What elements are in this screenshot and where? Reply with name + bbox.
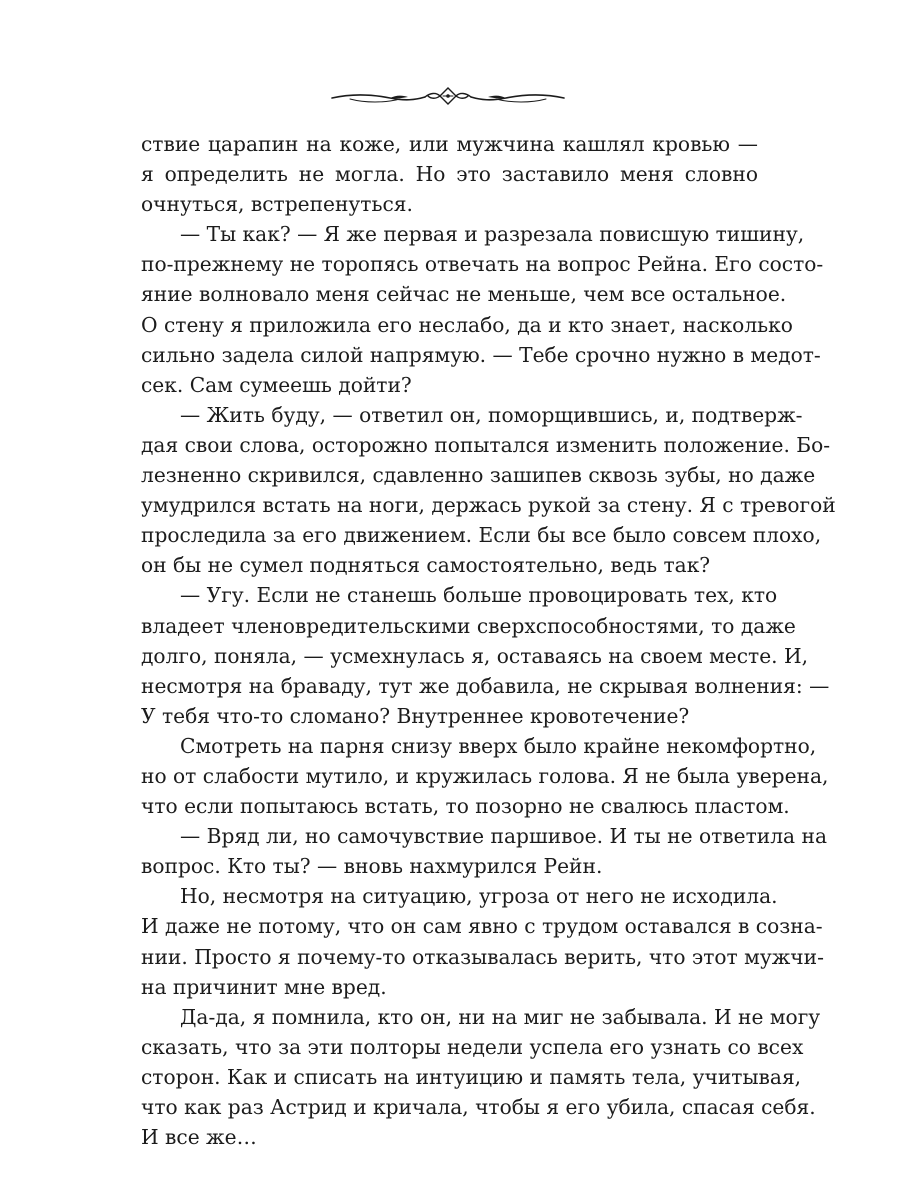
text-line: он бы не сумел подняться самостоятельно, ведь так? [141,553,711,578]
text-line: по-прежнему не торопясь отвечать на вопрос Рейна. Его состо- [141,252,824,277]
text-line: долго, поняла, — усмехнулась я, оставаясь на своем месте. И, [141,643,809,668]
text-line: — Ты как? — Я же первая и разрезала повисшую тишину, [180,222,805,247]
text-line: ствие царапин на коже, или мужчина кашлял кровью — [141,132,758,156]
text-line: владеет членовредительскими сверхспособностями, то даже [141,613,796,638]
text-line: — Угу. Если не станешь больше провоцировать тех, кто [180,583,778,608]
text-line: на причинит мне вред. [141,974,387,999]
text-line: Смотреть на парня снизу вверх было крайне некомфортно, [180,733,817,758]
text-line: сильно задела силой напрямую. — Тебе срочно нужно в медот- [141,342,821,367]
text-line: — Вряд ли, но самочувствие паршивое. И ты не ответила на [180,824,827,849]
text-line: умудрился встать на ноги, держась рукой за стену. Я с тревогой [141,493,836,518]
text-line: И даже не потому, что он сам явно с трудом оставался в созна- [141,914,823,939]
text-line: но от слабости мутило, и кружилась голова. Я не была уверена, [141,763,829,788]
text-line: сек. Сам сумеешь дойти? [141,372,412,397]
text-line: вопрос. Кто ты? — вновь нахмурился Рейн. [141,854,603,879]
text-line: что если попытаюсь встать, то позорно не свалюсь пластом. [141,794,790,819]
text-line: Но, несмотря на ситуацию, угроза от него не исходила. [180,884,778,909]
flourish-divider-icon [330,84,566,108]
text-line: О стену я приложила его неслабо, да и кто знает, насколько [141,312,793,337]
body-text [141,129,836,1152]
text-line: я определить не могла. Но это заставило меня словно [141,162,758,187]
text-line: И все же… [141,1125,257,1150]
text-line: проследила за его движением. Если бы все было совсем плохо, [141,523,822,548]
text-line: дая свои слова, осторожно попытался изменить положение. Бо- [141,432,831,457]
text-line: У тебя что-то сломано? Внутреннее кровотечение? [141,703,690,728]
text-line: — Жить буду, — ответил он, поморщившись, и, подтверж- [180,402,803,427]
text-line: яние волновало меня сейчас не меньше, чем все остальное. [141,282,787,307]
text-line: сказать, что за эти полторы недели успела его узнать со всех [141,1034,804,1059]
text-line: сторон. Как и списать на интуицию и память тела, учитывая, [141,1064,802,1089]
text-line: очнуться, встрепенуться. [141,192,413,217]
text-line: несмотря на браваду, тут же добавила, не скрывая волнения: — [141,673,830,698]
text-line: лезненно скривился, сдавленно зашипев сквозь зубы, но даже [141,463,816,488]
text-line: что как раз Астрид и кричала, чтобы я его убила, спасая себя. [141,1095,816,1119]
text-line: нии. Просто я почему-то отказывалась верить, что этот мужчи- [141,944,824,969]
text-line: Да-да, я помнила, кто он, ни на миг не забывала. И не могу [180,1004,821,1029]
